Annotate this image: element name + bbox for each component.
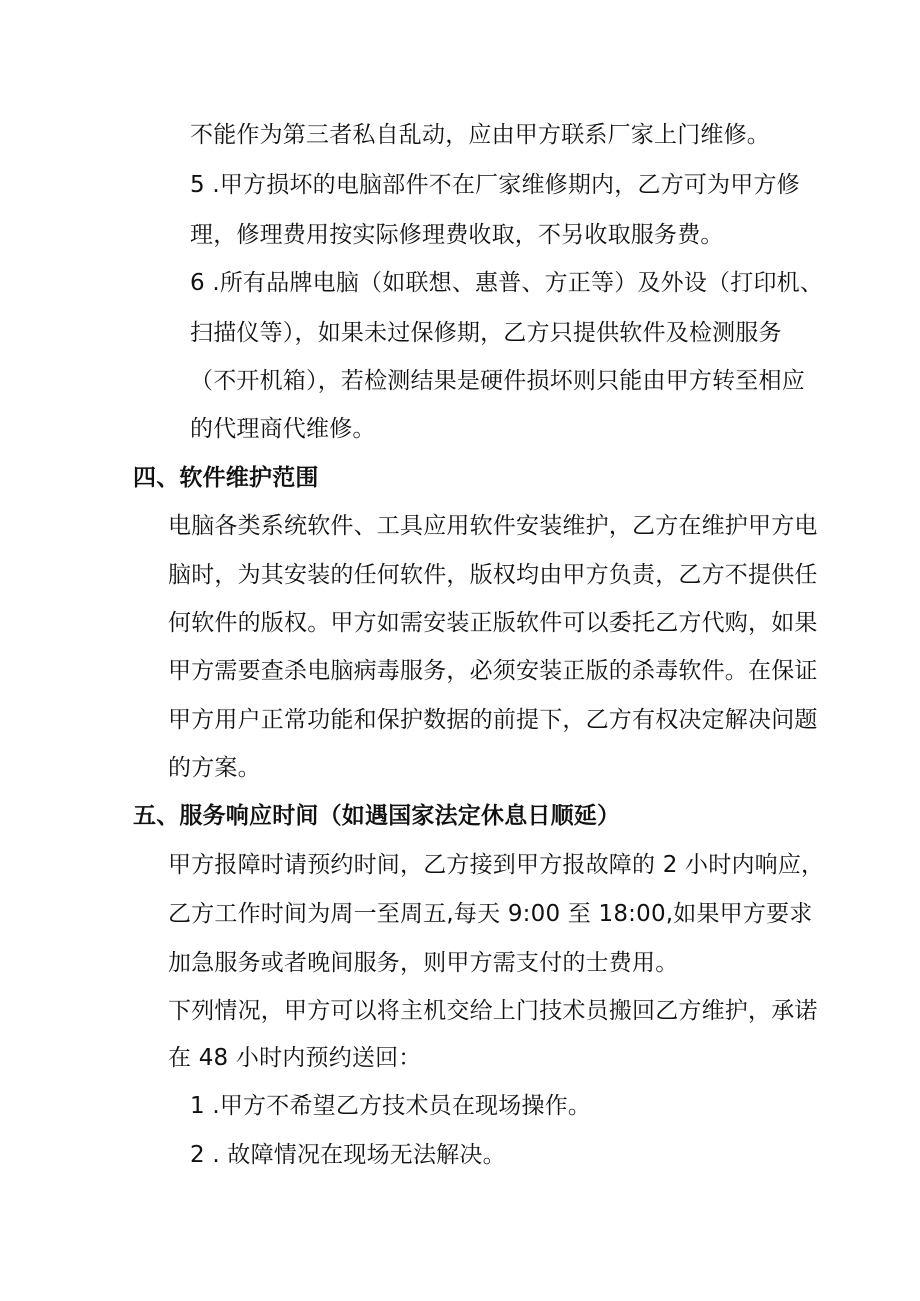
list-item-2: 2 . 故障情况在现场无法解决。 [190, 1142, 506, 1168]
section-heading-software-maintenance: 四、软件维护范围 [133, 465, 319, 491]
section-heading-service-response-time: 五、服务响应时间（如遇国家法定休息日顺延） [133, 803, 621, 829]
text-line: 不能作为第三者私自乱动，应由甲方联系厂家上门维修。 [190, 122, 770, 148]
text-line: 下列情况，甲方可以将主机交给上门技术员搬回乙方维护，承诺 [168, 998, 818, 1024]
text-line: 电脑各类系统软件、工具应用软件安装维护，乙方在维护甲方电 [168, 513, 818, 539]
text-line: 乙方工作时间为周一至周五,每天 9:00 至 18:00,如果甲方要求 [168, 901, 813, 927]
list-item-6: 6 .所有品牌电脑（如联想、惠普、方正等）及外设（打印机、 [190, 270, 824, 296]
text-line: 甲方需要查杀电脑病毒服务，必须安装正版的杀毒软件。在保证 [168, 658, 818, 684]
text-line: 甲方用户正常功能和保护数据的前提下，乙方有权决定解决问题 [168, 707, 818, 733]
text-line: （不开机箱），若检测结果是硬件损坏则只能由甲方转至相应 [190, 368, 805, 394]
text-line: 甲方报障时请预约时间，乙方接到甲方报故障的 2 小时内响应， [168, 852, 825, 878]
text-line: 加急服务或者晚间服务，则甲方需支付的士费用。 [168, 950, 679, 976]
text-line: 理，修理费用按实际修理费收取，不另收取服务费。 [190, 222, 724, 248]
list-item-1: 1 .甲方不希望乙方技术员在现场操作。 [190, 1093, 592, 1119]
text-line: 扫描仪等），如果未过保修期，乙方只提供软件及检测服务 [190, 320, 782, 346]
text-line: 何软件的版权。甲方如需安装正版软件可以委托乙方代购，如果 [168, 610, 818, 636]
text-line: 脑时，为其安装的任何软件，版权均由甲方负责，乙方不提供任 [168, 562, 818, 588]
list-item-5: 5 .甲方损坏的电脑部件不在厂家维修期内，乙方可为甲方修 [190, 172, 800, 198]
text-line: 的代理商代维修。 [190, 416, 376, 442]
text-line: 的方案。 [168, 755, 261, 781]
text-line: 在 48 小时内预约送回： [168, 1045, 422, 1071]
